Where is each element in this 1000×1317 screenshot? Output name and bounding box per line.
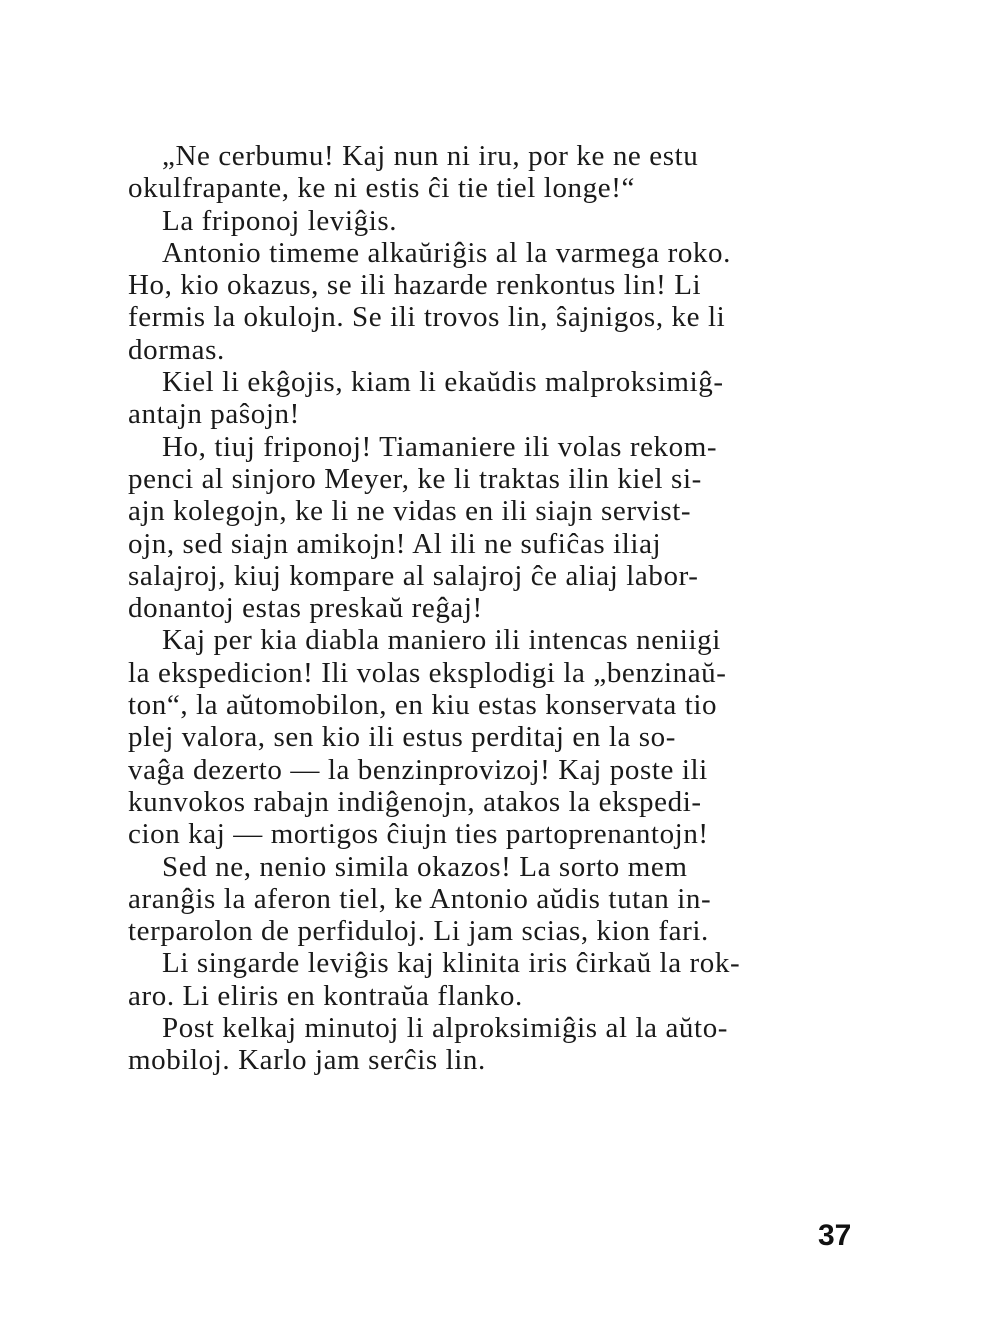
text-line: aranĝis la aferon tiel, ke Antonio aŭdis tutan in- (128, 882, 712, 915)
text-line: Sed ne, nenio simila okazos! La sorto mem (162, 850, 688, 883)
text-line: plej valora, sen kio ili estus perditaj en la so- (128, 721, 677, 754)
text-line: Ho, tiuj friponoj! Tiamaniere ili volas rekom- (162, 430, 718, 463)
page-number: 37 (818, 1219, 852, 1252)
text-line: ajn kolegojn, ke li ne vidas en ili siajn servist- (128, 495, 692, 528)
text-line: penci al sinjoro Meyer, ke li traktas ilin kiel si- (128, 462, 702, 495)
text-line: Antonio timeme alkaŭriĝis al la varmega roko. (162, 236, 731, 269)
text-line: mobiloj. Karlo jam serĉis lin. (128, 1044, 486, 1077)
text-line: La friponoj leviĝis. (162, 204, 398, 237)
text-line: donantoj estas preskaŭ reĝaj! (128, 592, 483, 625)
text-line: dormas. (128, 333, 225, 366)
text-line: Kiel li ekĝojis, kiam li ekaŭdis malproksimiĝ- (162, 366, 724, 399)
text-line: ton“, la aŭtomobilon, en kiu estas konservata tio (128, 689, 718, 722)
text-line: okulfrapante, ke ni estis ĉi tie tiel longe!“ (128, 172, 635, 205)
text-line: cion kaj — mortigos ĉiujn ties partoprenantojn! (128, 818, 709, 851)
text-line: Li singarde leviĝis kaj klinita iris ĉirkaŭ la rok- (162, 947, 741, 980)
text-line: Post kelkaj minutoj li alproksimiĝis al la aŭto- (162, 1012, 729, 1045)
text-line: „Ne cerbumu! Kaj nun ni iru, por ke ne estu (162, 140, 699, 172)
text-line: antajn paŝojn! (128, 398, 300, 431)
text-line: salajroj, kiuj kompare al salajroj ĉe aliaj labor- (128, 559, 699, 592)
text-line: ojn, sed siajn amikojn! Al ili ne sufiĉas iliaj (128, 527, 662, 560)
text-line: Ho, kio okazus, se ili hazarde renkontus lin! Li (128, 269, 702, 302)
text-line: aro. Li eliris en kontraŭa flanko. (128, 979, 523, 1012)
text-line: la ekspedicion! Ili volas eksplodigi la „benzinaŭ- (128, 656, 727, 689)
text-line: kunvokos rabajn indiĝenojn, atakos la ekspedi- (128, 785, 702, 818)
text-line: fermis la okulojn. Se ili trovos lin, ŝajnigos, ke li (128, 301, 726, 334)
text-line: terparolon de perfiduloj. Li jam scias, kion fari. (128, 915, 709, 948)
page-text (128, 140, 868, 1077)
text-line: Kaj per kia diabla maniero ili intencas neniigi (162, 624, 721, 657)
text-line: vaĝa dezerto — la benzinprovizoj! Kaj poste ili (128, 753, 708, 786)
